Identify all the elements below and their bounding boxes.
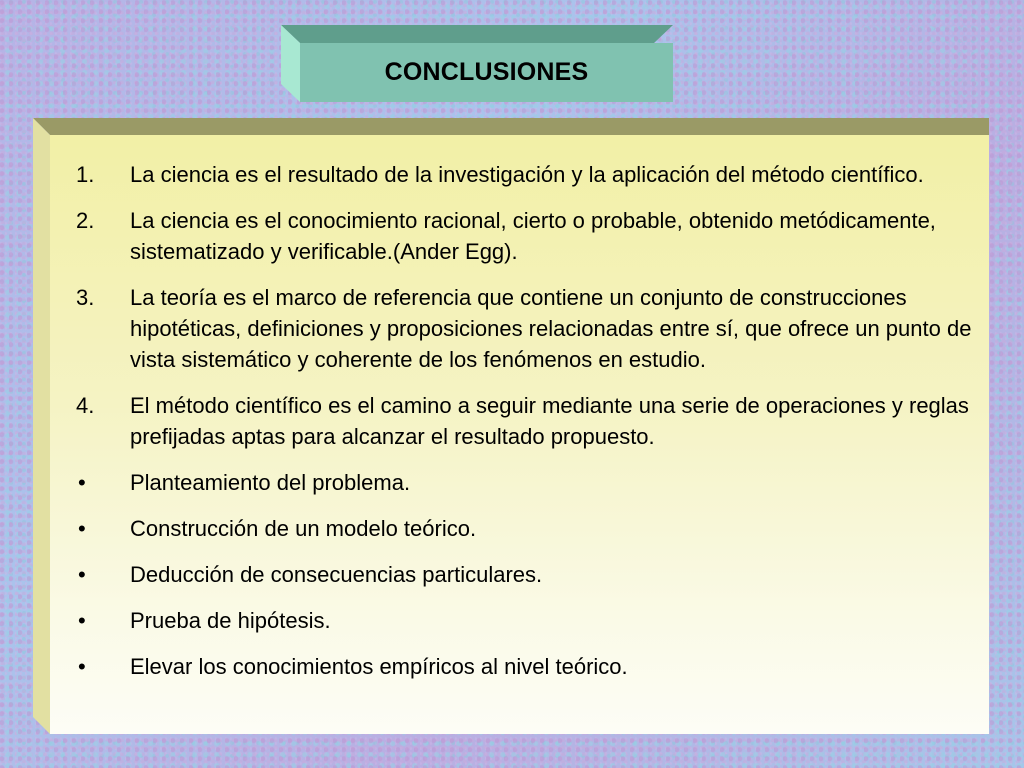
bullet-icon: • xyxy=(78,562,86,587)
item-text: Deducción de consecuencias particulares. xyxy=(130,562,543,587)
panel-left-bevel xyxy=(33,118,50,734)
item-text: Construcción de un modelo teórico. xyxy=(130,516,477,541)
conclusions-list xyxy=(76,159,976,697)
list-item xyxy=(76,205,976,267)
bullet-item xyxy=(76,559,976,590)
slide-title: CONCLUSIONES xyxy=(384,58,589,86)
item-text: Planteamiento del problema. xyxy=(130,470,411,495)
item-text: La ciencia es el conocimiento racional, cierto o probable, obtenido metódicamente, sistematizado y verificable.(Ander Egg). xyxy=(130,208,936,264)
bullet-icon: • xyxy=(78,470,86,495)
item-text: La teoría es el marco de referencia que contiene un conjunto de construcciones hipotéticas, definiciones y proposiciones relacionadas entre sí, que ofrece un punto de vista sistemático y coherente de los fenómenos en estudio. xyxy=(130,285,972,372)
panel-top-bevel xyxy=(33,118,989,135)
bullet-icon: • xyxy=(78,608,86,633)
item-text: Elevar los conocimientos empíricos al nivel teórico. xyxy=(130,654,628,679)
item-text: La ciencia es el resultado de la investigación y la aplicación del método científico. xyxy=(130,162,924,187)
bullet-icon: • xyxy=(78,654,86,679)
bullet-icon: • xyxy=(78,516,86,541)
item-text: El método científico es el camino a seguir mediante una serie de operaciones y reglas prefijadas aptas para alcanzar el resultado propuesto. xyxy=(130,393,969,449)
item-text: Prueba de hipótesis. xyxy=(130,608,331,633)
bullet-item xyxy=(76,651,976,682)
list-item xyxy=(76,159,976,190)
item-number: 4. xyxy=(76,393,95,418)
bullet-item xyxy=(76,605,976,636)
bullet-item xyxy=(76,467,976,498)
conclusions-panel xyxy=(33,118,989,734)
item-number: 3. xyxy=(76,285,95,310)
item-number: 2. xyxy=(76,208,95,233)
list-item xyxy=(76,282,976,375)
title-box xyxy=(281,25,673,102)
title-top-bevel xyxy=(281,25,673,43)
list-item xyxy=(76,390,976,452)
panel-face xyxy=(50,135,989,734)
item-number: 1. xyxy=(76,162,95,187)
bullet-item xyxy=(76,513,976,544)
